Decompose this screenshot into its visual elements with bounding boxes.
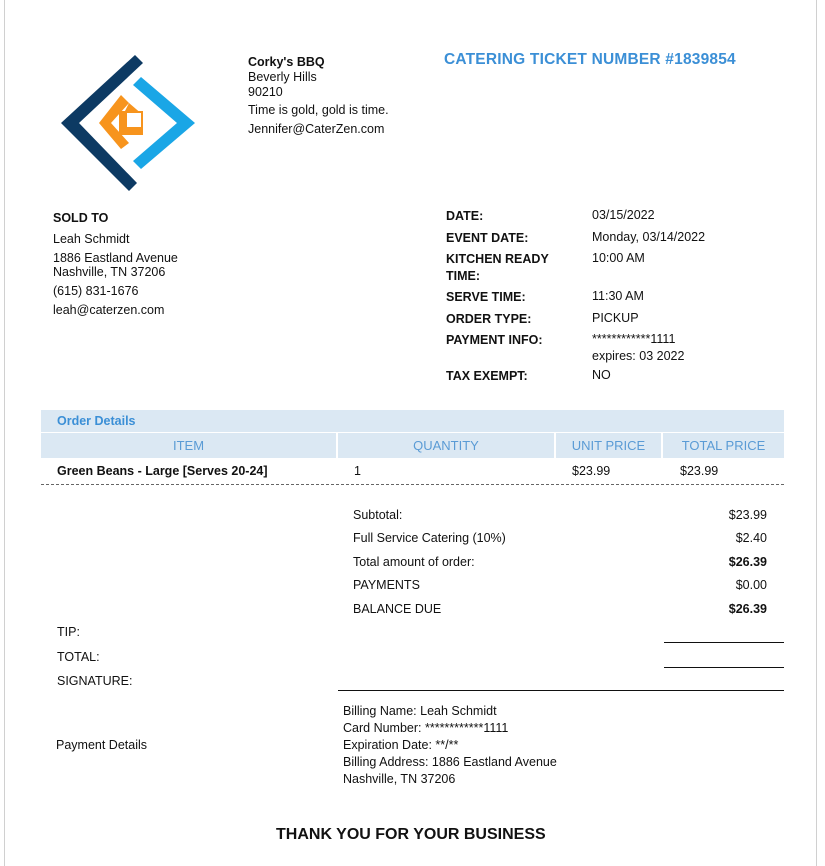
order-type-value: PICKUP	[592, 311, 639, 325]
serve-time-label: SERVE TIME:	[446, 290, 526, 304]
kitchen-ready-label-2: TIME:	[446, 269, 481, 283]
payments-value: $0.00	[735, 578, 767, 592]
customer-address-1: 1886 Eastland Avenue	[53, 251, 178, 265]
payments-label: PAYMENTS	[353, 578, 420, 592]
tax-exempt-value: NO	[592, 368, 611, 382]
company-name: Corky's BBQ	[248, 55, 325, 69]
column-header-unit-price: UNIT PRICE	[556, 433, 661, 458]
payment-details-block	[343, 703, 557, 788]
signature-line[interactable]	[338, 690, 784, 691]
total-label: TOTAL:	[57, 650, 100, 664]
order-item-name: Green Beans - Large [Serves 20-24]	[57, 464, 268, 478]
sold-to-block	[53, 211, 178, 318]
customer-name: Leah Schmidt	[53, 232, 130, 246]
balance-due-label: BALANCE DUE	[353, 602, 442, 616]
order-details-header	[41, 410, 784, 432]
order-details-title: Order Details	[57, 414, 136, 428]
order-total-value: $26.39	[728, 555, 767, 569]
payment-details-label: Payment Details	[56, 738, 148, 752]
order-item-unit-price: $23.99	[572, 464, 611, 478]
order-item-total-price: $23.99	[680, 464, 719, 478]
thank-you-footer: THANK YOU FOR YOUR BUSINESS	[276, 826, 546, 843]
company-tagline: Time is gold, gold is time.	[248, 103, 389, 117]
order-item-quantity: 1	[354, 464, 361, 478]
order-total-label: Total amount of order:	[353, 555, 475, 569]
order-total-row	[353, 555, 767, 569]
payment-info-expires: expires: 03 2022	[592, 349, 685, 363]
sold-to-heading: SOLD TO	[53, 211, 109, 225]
company-email: Jennifer@CaterZen.com	[248, 122, 385, 136]
customer-email: leah@caterzen.com	[53, 303, 165, 317]
balance-due-value: $26.39	[728, 602, 767, 616]
date-value: 03/15/2022	[592, 208, 655, 222]
column-header-item: ITEM	[41, 433, 336, 458]
tip-line[interactable]	[664, 642, 784, 643]
order-type-label: ORDER TYPE:	[446, 312, 532, 326]
serve-time-value: 11:30 AM	[592, 289, 644, 303]
billing-address: Billing Address: 1886 Eastland Avenue	[343, 755, 557, 769]
tax-exempt-label: TAX EXEMPT:	[446, 369, 528, 383]
signature-label: SIGNATURE:	[57, 674, 133, 688]
customer-address-2: Nashville, TN 37206	[53, 265, 166, 279]
balance-due-row	[353, 602, 767, 616]
service-fee-label: Full Service Catering (10%)	[353, 531, 506, 545]
service-fee-row	[353, 531, 767, 545]
payment-info-label: PAYMENT INFO:	[446, 333, 543, 347]
card-number: Card Number: ************1111	[343, 721, 509, 735]
tip-label: TIP:	[57, 625, 80, 639]
event-date-value: Monday, 03/14/2022	[592, 230, 706, 244]
company-zip: 90210	[248, 85, 283, 99]
ticket-title: CATERING TICKET NUMBER #1839854	[444, 51, 736, 68]
payment-info-value: ************1111	[592, 332, 676, 346]
kitchen-ready-label: KITCHEN READY	[446, 252, 549, 266]
subtotal-row	[353, 508, 767, 522]
expiration-date: Expiration Date: **/**	[343, 738, 459, 752]
kitchen-ready-value: 10:00 AM	[592, 251, 645, 265]
caterzen-logo-icon	[57, 53, 197, 193]
column-header-total-price: TOTAL PRICE	[663, 433, 784, 458]
billing-name: Billing Name: Leah Schmidt	[343, 704, 497, 718]
customer-phone: (615) 831-1676	[53, 284, 139, 298]
subtotal-value: $23.99	[728, 508, 767, 522]
subtotal-label: Subtotal:	[353, 508, 403, 522]
column-header-quantity: QUANTITY	[338, 433, 554, 458]
total-line[interactable]	[664, 667, 784, 668]
date-label: DATE:	[446, 209, 484, 223]
event-date-label: EVENT DATE:	[446, 231, 529, 245]
service-fee-value: $2.40	[735, 531, 767, 545]
company-info	[248, 55, 389, 137]
company-city: Beverly Hills	[248, 70, 317, 84]
ticket-page	[4, 0, 817, 866]
payments-row	[353, 578, 767, 592]
billing-city: Nashville, TN 37206	[343, 772, 456, 786]
row-divider	[41, 484, 784, 485]
